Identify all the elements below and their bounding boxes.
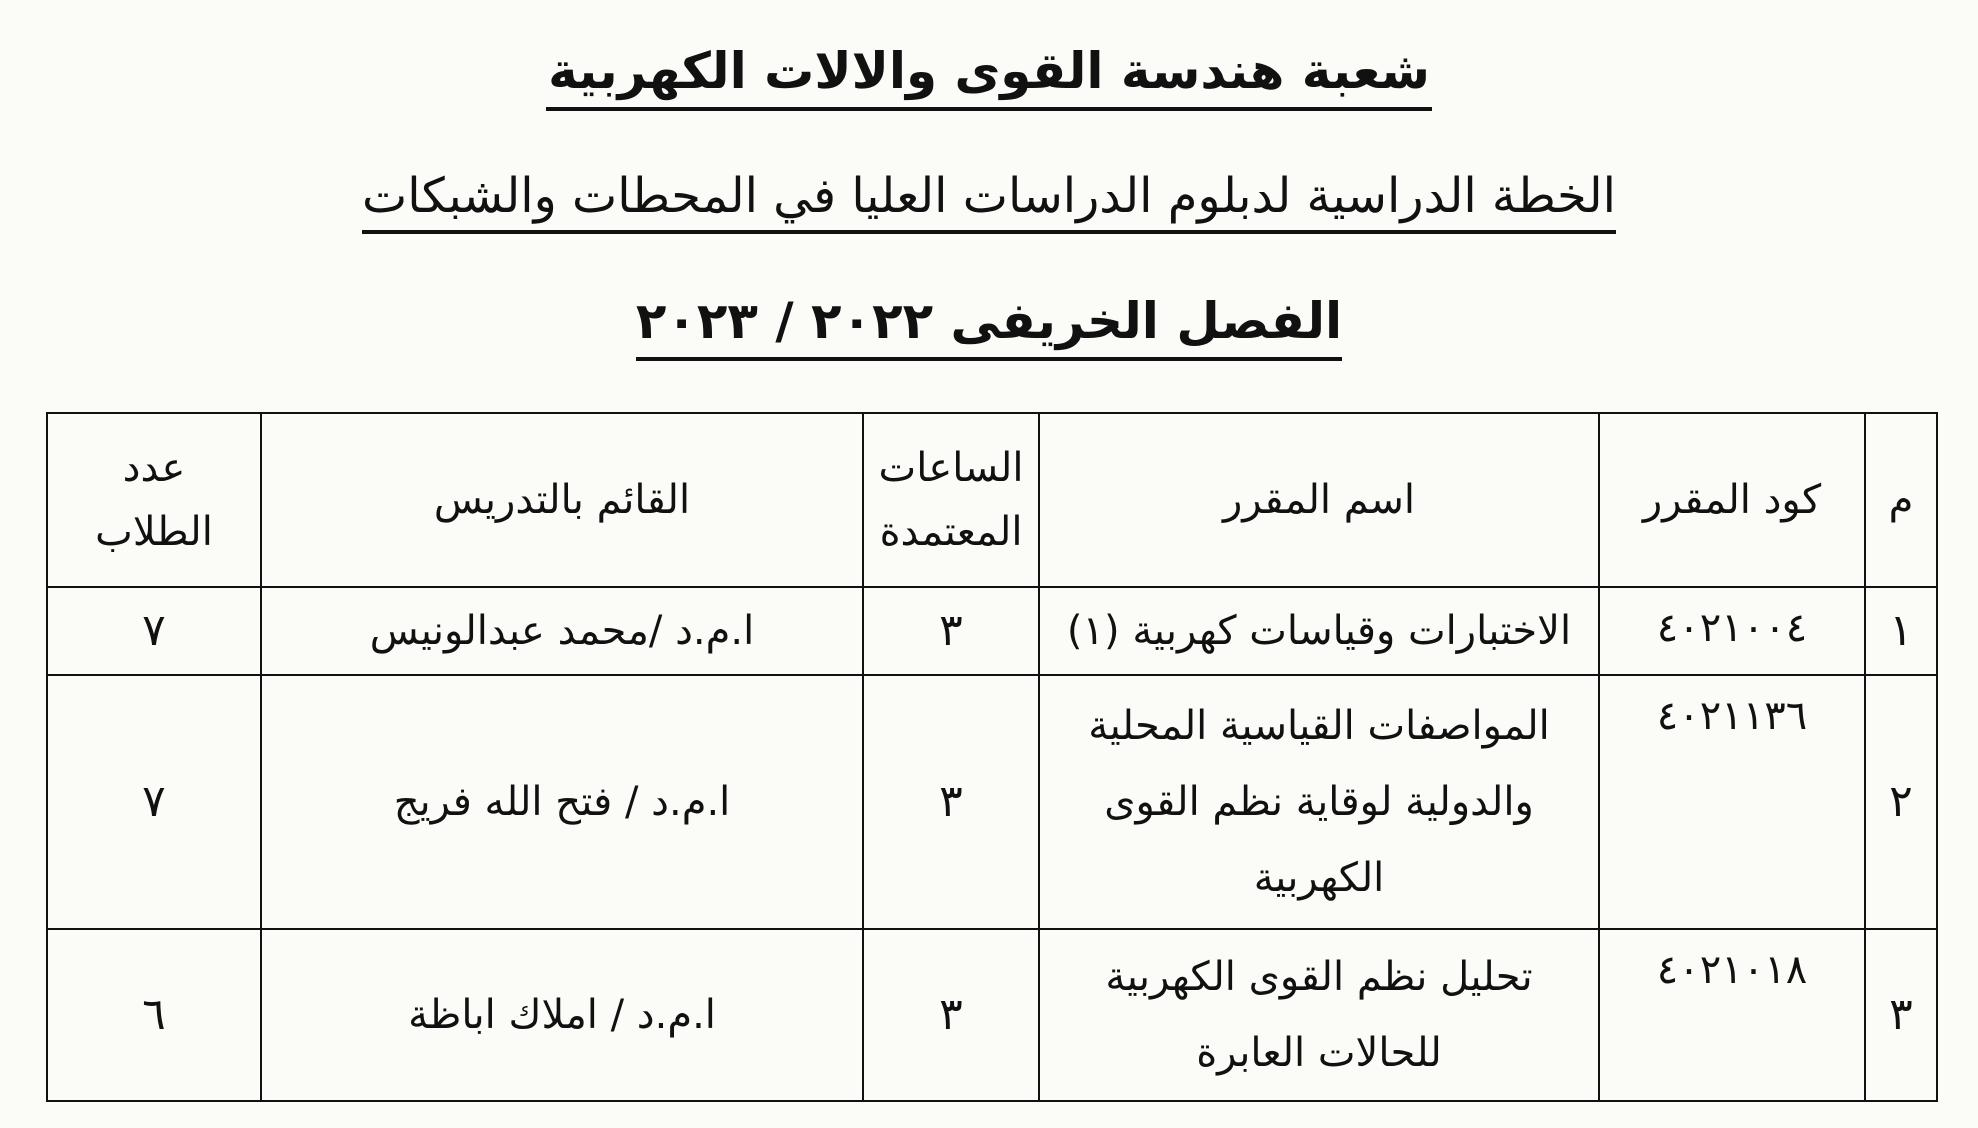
- column-header-course-name: اسم المقرر: [1039, 413, 1599, 587]
- column-header-instructor: القائم بالتدريس: [261, 413, 863, 587]
- student-count: ٧: [47, 675, 261, 929]
- column-header-code: كود المقرر: [1599, 413, 1865, 587]
- column-header-credit-hours: الساعات المعتمدة: [863, 413, 1039, 587]
- row-index: ٣: [1865, 929, 1937, 1101]
- credit-hours: ٣: [863, 675, 1039, 929]
- column-header-index: م: [1865, 413, 1937, 587]
- course-code: ٤٠٢١١٣٦: [1599, 675, 1865, 929]
- instructor-name: ا.م.د / فتح الله فريج: [261, 675, 863, 929]
- student-count: ٧: [47, 587, 261, 675]
- instructor-name: ا.م.د /محمد عبدالونيس: [261, 587, 863, 675]
- course-code: ٤٠٢١٠١٨: [1599, 929, 1865, 1101]
- course-code: ٤٠٢١٠٠٤: [1599, 587, 1865, 675]
- row-index: ٢: [1865, 675, 1937, 929]
- table-row: [47, 587, 1937, 675]
- semester-title: الفصل الخريفى ٢٠٢٢ / ٢٠٢٣: [0, 292, 1978, 361]
- credit-hours: ٣: [863, 587, 1039, 675]
- student-count: ٦: [47, 929, 261, 1101]
- course-name: تحليل نظم القوى الكهربية للحالات العابرة: [1039, 929, 1599, 1101]
- department-title: شعبة هندسة القوى والالات الكهربية: [0, 42, 1978, 111]
- instructor-name: ا.م.د / املاك اباظة: [261, 929, 863, 1101]
- credit-hours: ٣: [863, 929, 1039, 1101]
- course-name: المواصفات القياسية المحلية والدولية لوقاية نظم القوى الكهربية: [1039, 675, 1599, 929]
- row-index: ١: [1865, 587, 1937, 675]
- table-row: [47, 929, 1937, 1101]
- table-row: [47, 675, 1937, 929]
- table-header-row: [47, 413, 1937, 587]
- column-header-students: عدد الطلاب: [47, 413, 261, 587]
- course-name: الاختبارات وقياسات كهربية (١): [1039, 587, 1599, 675]
- study-plan-table: [46, 412, 1938, 1102]
- program-title: الخطة الدراسية لدبلوم الدراسات العليا في المحطات والشبكات: [0, 168, 1978, 234]
